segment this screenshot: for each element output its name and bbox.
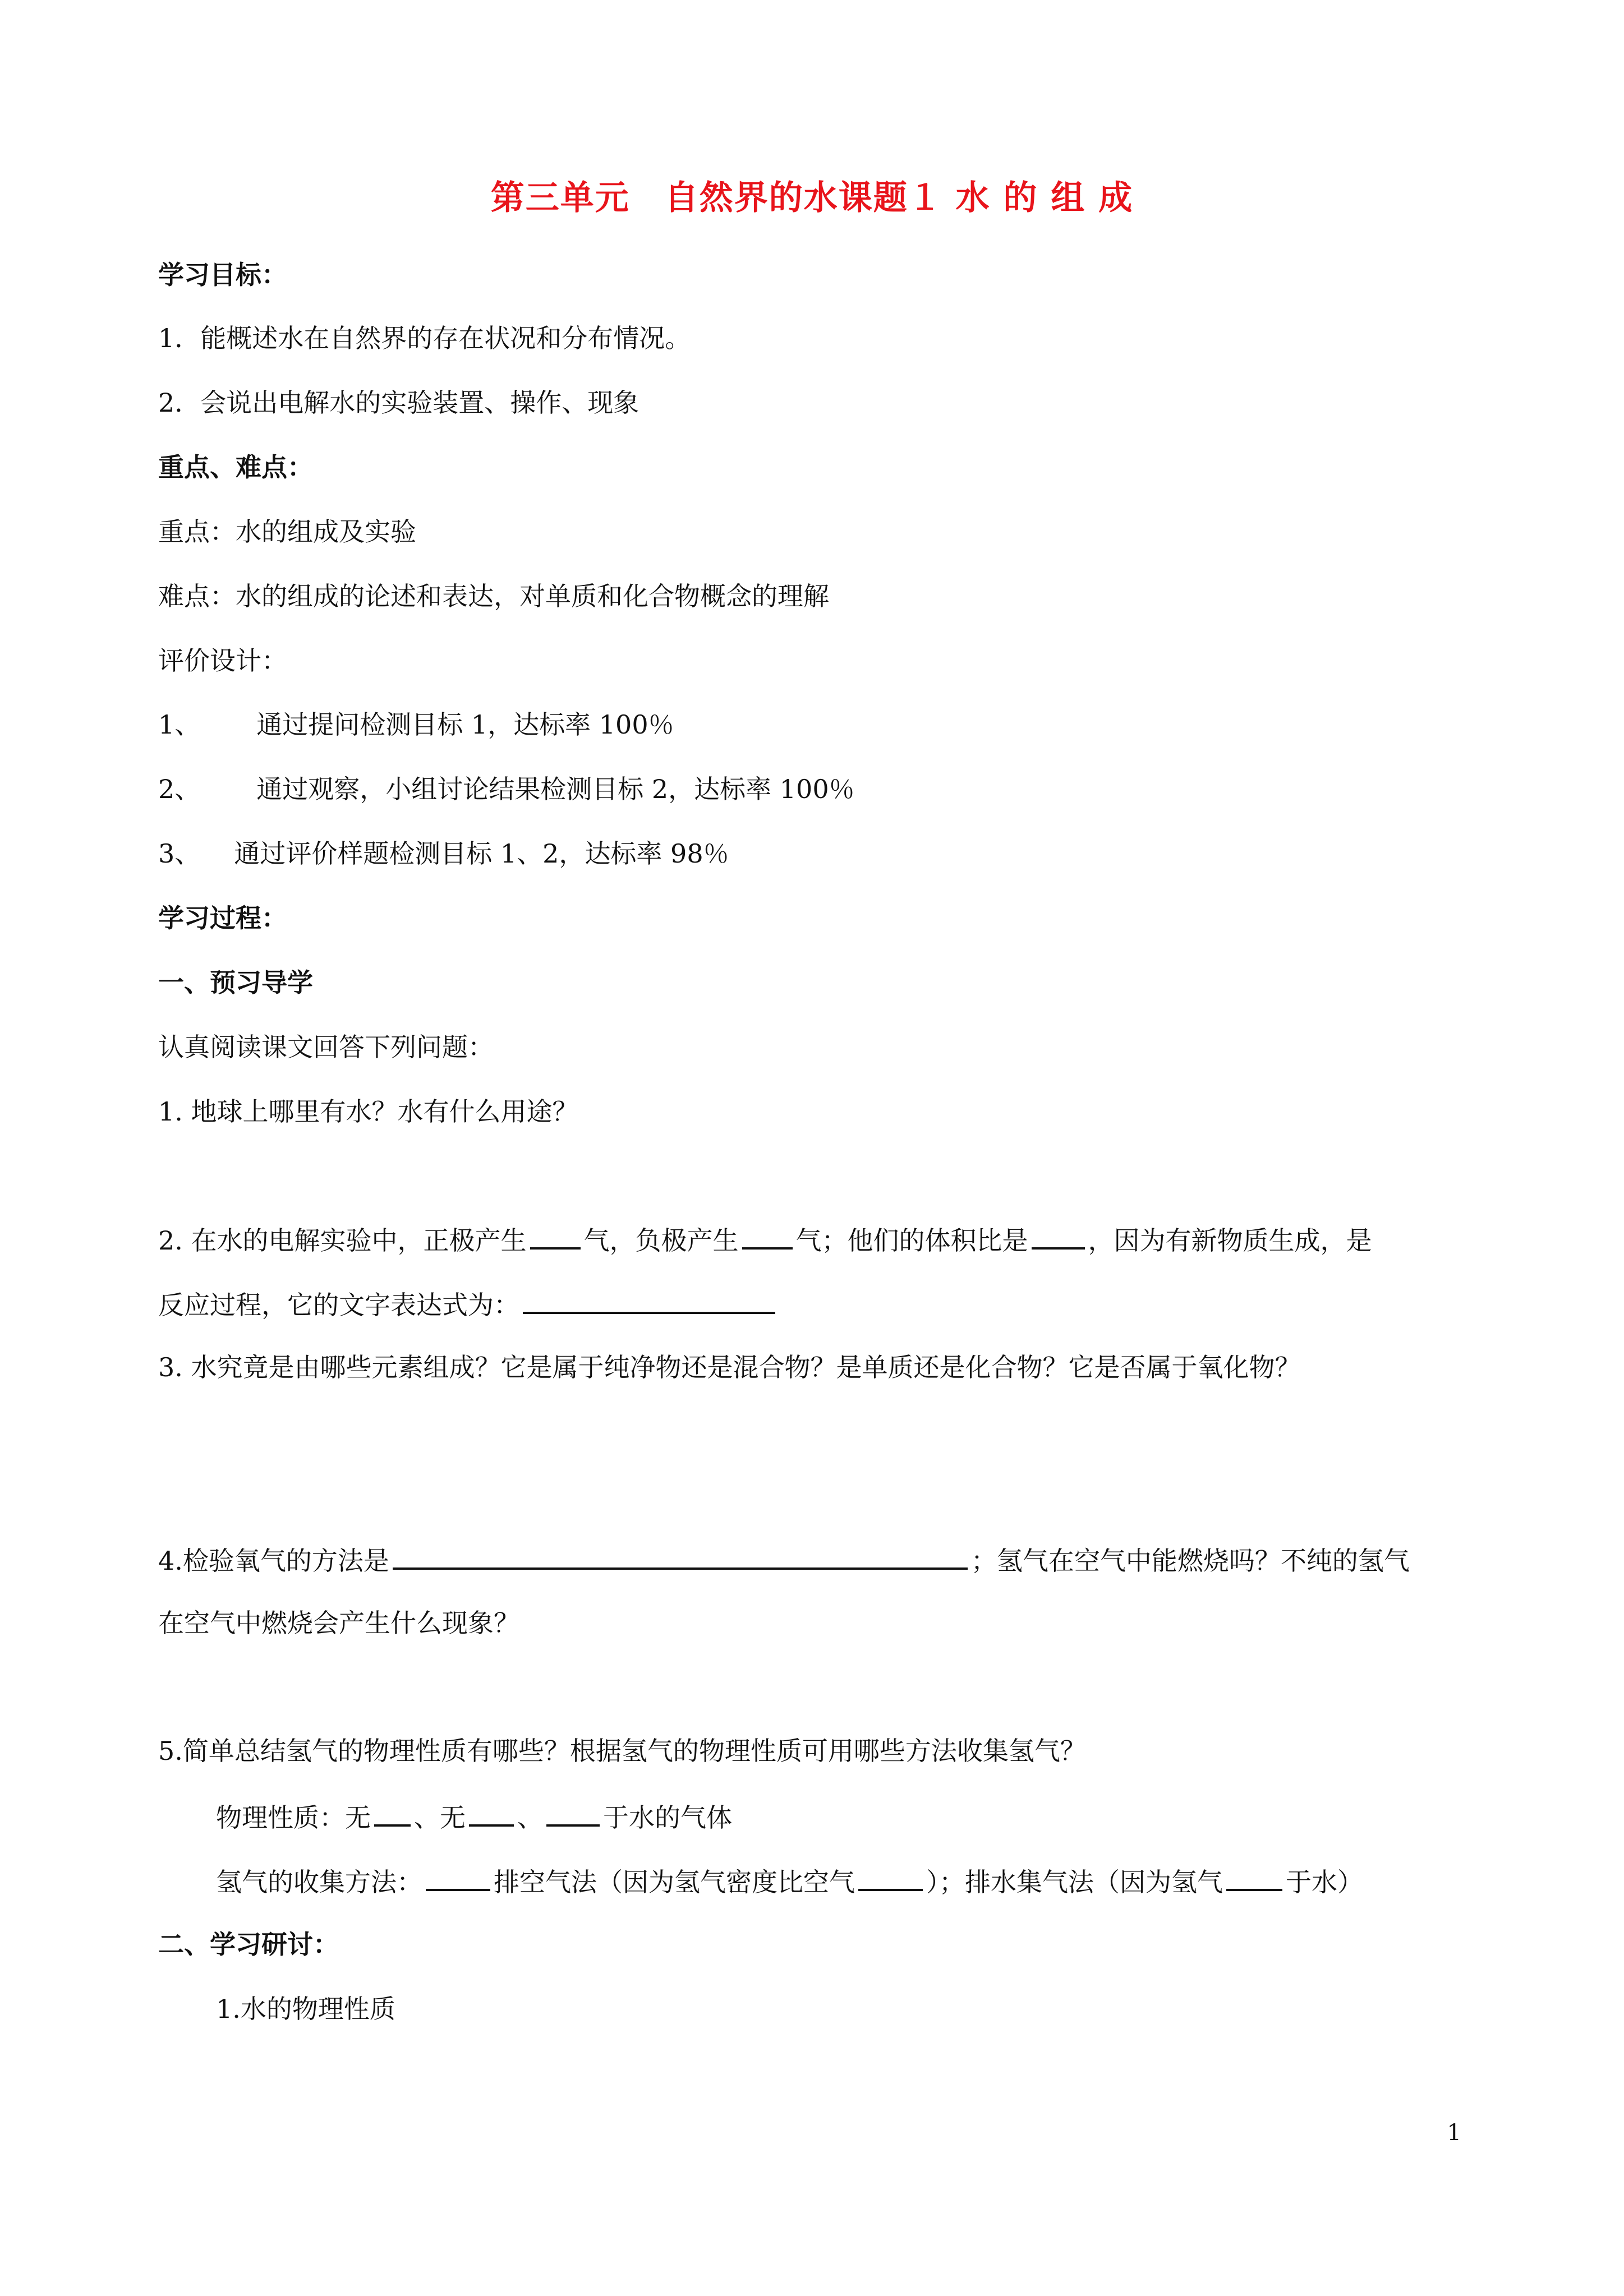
preview-instruction: 认真阅读课文回答下列问题：: [158, 1032, 494, 1062]
question-4-text: ；氢气在空气中能燃烧吗？不纯的氢气: [970, 1546, 1410, 1576]
blank-field[interactable]: [374, 1799, 411, 1827]
evaluation-item-3: [158, 837, 729, 870]
question-4-text: 4.检验氧气的方法是: [158, 1546, 389, 1576]
blank-field[interactable]: [1226, 1863, 1282, 1891]
objectives-heading: 学习目标：: [158, 260, 287, 290]
question-5: 5.简单总结氢气的物理性质有哪些？根据氢气的物理性质可用哪些方法收集氢气？: [158, 1736, 1086, 1766]
subsection-water-physical-properties: 1.水的物理性质: [216, 1994, 395, 2024]
objective-1: 1．能概述水在自然界的存在状况和分布情况。: [158, 323, 691, 353]
question-2-text: 气，负极产生: [583, 1225, 739, 1256]
question-5-text: 、无: [414, 1802, 466, 1833]
question-5-text: 、: [517, 1802, 543, 1833]
question-2: [158, 1221, 1372, 1257]
question-4: [158, 1542, 1410, 1578]
evaluation-item-number: 3、: [158, 838, 201, 869]
evaluation-item-text: 通过提问检测目标 1，达标率 100％: [256, 709, 674, 740]
keypoints-heading: 重点、难点：: [158, 452, 313, 482]
question-2-line-2: [158, 1286, 779, 1322]
difficulty-point: 难点：水的组成的论述和表达，对单质和化合物概念的理解: [158, 581, 829, 611]
collection-method-line: [216, 1863, 1363, 1899]
process-heading: 学习过程：: [158, 903, 287, 933]
blank-field[interactable]: [426, 1863, 490, 1891]
question-5-text: 物理性质：无: [216, 1802, 371, 1833]
page-title: 第三单元 自然界的水课题１ 水 的 组 成: [490, 178, 1134, 218]
objective-2: 2．会说出电解水的实验装置、操作、现象: [158, 388, 640, 418]
evaluation-item-number: 2、: [158, 774, 201, 804]
physical-properties-line: [216, 1799, 732, 1834]
blank-field[interactable]: [469, 1799, 514, 1827]
question-1: 1. 地球上哪里有水？水有什么用途？: [158, 1096, 578, 1127]
blank-field[interactable]: [546, 1799, 600, 1827]
blank-field[interactable]: [1032, 1221, 1085, 1250]
section-study-heading: 二、学习研讨：: [158, 1929, 339, 1960]
blank-field[interactable]: [858, 1863, 923, 1891]
question-2-text: 反应过程，它的文字表达式为：: [158, 1290, 519, 1320]
question-5-text: 氢气的收集方法：: [216, 1867, 422, 1897]
question-5-text: ）；排水集气法（因为氢气: [926, 1867, 1223, 1897]
blank-field[interactable]: [523, 1286, 775, 1314]
blank-field[interactable]: [530, 1221, 581, 1250]
evaluation-item-text: 通过评价样题检测目标 1、2，达标率 98％: [234, 838, 729, 869]
question-5-text: 于水）: [1286, 1867, 1363, 1897]
question-5-text: 于水的气体: [603, 1802, 732, 1833]
question-4-line-2: 在空气中燃烧会产生什么现象？: [158, 1608, 519, 1638]
question-2-text: ，因为有新物质生成，是: [1088, 1225, 1372, 1256]
evaluation-item-2: [158, 772, 855, 806]
blank-field[interactable]: [393, 1542, 968, 1570]
evaluation-item-text: 通过观察，小组讨论结果检测目标 2，达标率 100％: [256, 774, 855, 804]
key-point: 重点：水的组成及实验: [158, 517, 416, 547]
section-preview-heading: 一、预习导学: [158, 967, 313, 998]
question-3: 3. 水究竟是由哪些元素组成？它是属于纯净物还是混合物？是单质还是化合物？它是否属于氧化物？: [158, 1352, 1301, 1382]
page-number: 1: [1447, 2120, 1461, 2146]
evaluation-item-number: 1、: [158, 709, 201, 740]
evaluation-item-1: [158, 708, 674, 741]
question-2-text: 气；他们的体积比是: [795, 1225, 1028, 1256]
evaluation-heading: 评价设计：: [158, 646, 287, 676]
question-2-text: 2. 在水的电解实验中，正极产生: [158, 1225, 527, 1256]
question-5-text: 排空气法（因为氢气密度比空气: [494, 1867, 855, 1897]
blank-field[interactable]: [742, 1221, 793, 1250]
